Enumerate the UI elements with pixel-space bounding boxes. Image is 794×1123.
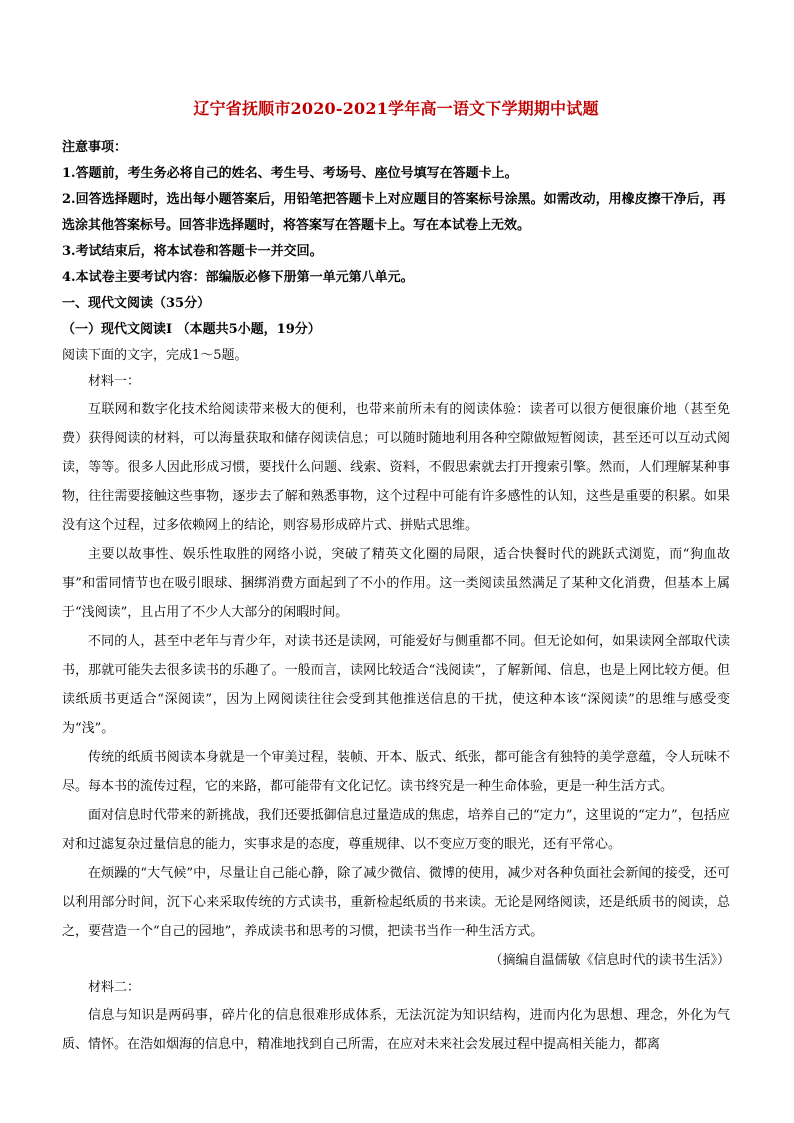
notes-heading: 注意事项： [62, 140, 128, 155]
material-one-paragraph-1: 互联网和数字化技术给阅读带来极大的便利，也带来前所未有的阅读体验：读者可以很方便很廉价地（甚至免费）获得阅读的材料，可以海量获取和储存阅读信息；可以随时随地利用各种空隙做短暂阅读，甚至还可以互动式阅读，等等。很多人因此形成习惯，要找什么问题、线索、资料，不假思索就去打开搜索引擎。然而，人们理解某种事物，往往需要接触这些事物，逐步去了解和熟悉事物，这个过程中可能有许多感性的认知，这些是重要的积累。如果没有这个过程，过多依赖网上的结论，则容易形成碎片式、拼贴式思维。 [62, 402, 730, 533]
reading-instruction: 阅读下面的文字，完成1～5题。 [62, 348, 248, 363]
material-one-label: 材料一： [88, 374, 141, 389]
material-two-paragraph-1: 信息与知识是两码事，碎片化的信息很难形成体系，无法沉淀为知识结构，进而内化为思想、理念，外化为气质、情怀。在浩如烟海的信息中，精准地找到自己所需，在应对未来社会发展过程中提高相关能力，都离 [62, 1008, 730, 1052]
exam-page [62, 96, 730, 1059]
page-title: 辽宁省抚顺市2020-2021学年高一语文下学期期中试题 [193, 99, 599, 118]
material-one-paragraph-4: 传统的纸质书阅读本身就是一个审美过程，装帧、开本、版式、纸张，都可能含有独特的美学意蕴，令人玩味不尽。每本书的流传过程，它的来路，都可能带有文化记忆。读书终究是一种生命体验，更是一种生活方式。 [62, 750, 730, 794]
note-item-1: 1.答题前，考生务必将自己的姓名、考生号、考场号、座位号填写在答题卡上。 [62, 166, 518, 181]
material-one-paragraph-6: 在烦躁的“大气候”中，尽量让自己能心静，除了减少微信、微博的使用，减少对各种负面社会新闻的接受，还可以利用部分时间，沉下心来采取传统的方式读书，重新检起纸质的书来读。无论是网络阅读，还是纸质书的阅读，总之，要营造一个“自己的园地”，养成读书和思考的习惯，把读书当作一种生活方式。 [62, 866, 730, 939]
note-item-3: 3.考试结束后，将本试卷和答题卡一并交回。 [62, 244, 323, 259]
note-item-4: 4.本试卷主要考试内容：部编版必修下册第一单元第八单元。 [62, 270, 414, 285]
material-two [62, 975, 730, 1059]
material-one-paragraph-3: 不同的人，甚至中老年与青少年，对读书还是读网，可能爱好与侧重都不同。但无论如何，如果读网全部取代读书，那就可能失去很多读书的乐趣了。一般而言，读网比较适合“浅阅读”，了解新闻、信息，也是上网比较方便。但读纸质书更适合“深阅读”，因为上网阅读往往会受到其他推送信息的干扰，使这种本该“深阅读”的思维与感受变为“浅”。 [62, 634, 730, 736]
material-two-label: 材料二： [88, 980, 141, 995]
material-one-paragraph-5: 面对信息时代带来的新挑战，我们还要抵御信息过量造成的焦虑，培养自己的“定力”，这里说的“定力”，包括应对和过滤复杂过量信息的能力，实事求是的态度，尊重规律、以不变应万变的眼光，还有平常心。 [62, 808, 730, 852]
material-one-paragraph-2: 主要以故事性、娱乐性取胜的网络小说，突破了精英文化圈的局限，适合快餐时代的跳跃式浏览，而“狗血故事”和雷同情节也在吸引眼球、捆绑消费方面起到了不小的作用。这一类阅读虽然满足了某种文化消费，但基本上属于“浅阅读”，且占用了不少人大部分的闲暇时间。 [62, 547, 730, 620]
section-heading: 一、现代文阅读（35分） [62, 296, 211, 311]
material-one [62, 369, 730, 975]
note-item-2: 2.回答选择题时，选出每小题答案后，用铅笔把答题卡上对应题目的答案标号涂黑。如需改动，用橡皮擦干净后，再选涂其他答案标号。回答非选择题时，将答案写在答题卡上。写在本试卷上无效。 [62, 192, 726, 233]
subsection-heading: （一）现代文阅读Ⅰ （本题共5小题，19分） [62, 322, 321, 337]
section-modern-reading [62, 291, 730, 369]
notes-section [62, 135, 730, 291]
material-one-source: （摘编自温儒敏《信息时代的读书生活》） [489, 953, 730, 968]
